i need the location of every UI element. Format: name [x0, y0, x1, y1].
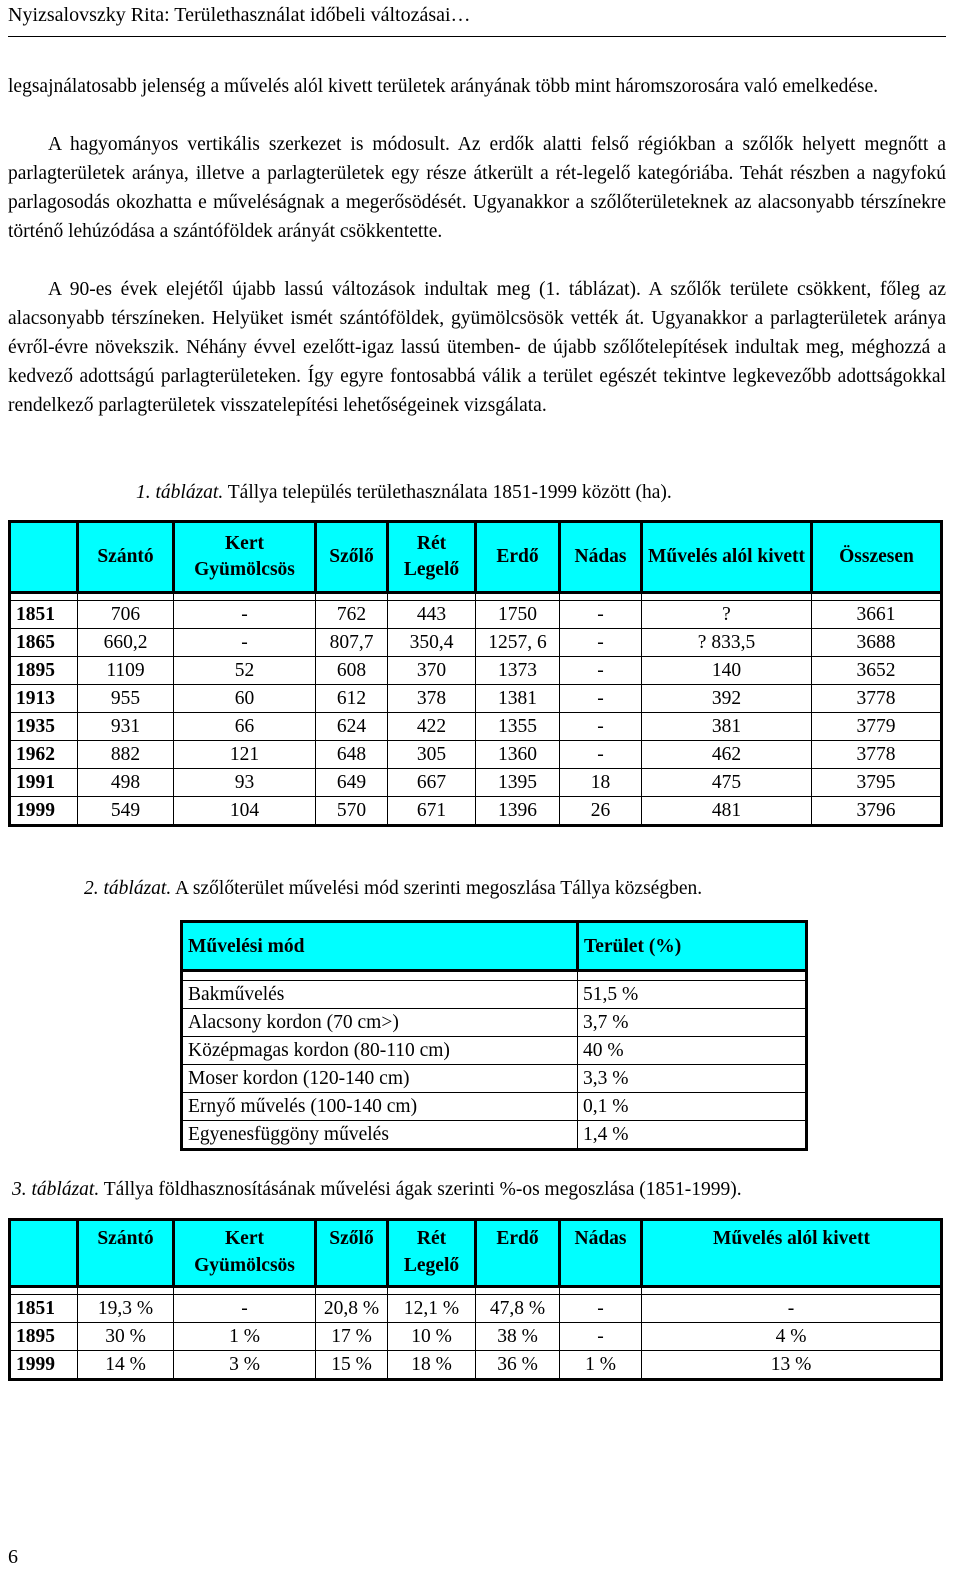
table1-caption-label: 1. táblázat.	[136, 482, 224, 503]
table-cell: 475	[642, 769, 812, 797]
row-year-cell: 1935	[10, 713, 78, 741]
table-row	[10, 769, 942, 797]
table-row	[10, 685, 942, 713]
table-cell: 378	[388, 685, 476, 713]
table1-caption-text: Tállya település területhasználata 1851-1999 között (ha).	[227, 482, 672, 503]
table1-header-row	[10, 522, 942, 593]
table-cell: -	[560, 713, 642, 741]
table-cell: 305	[388, 741, 476, 769]
table-cell: ? 833,5	[642, 629, 812, 657]
table3-header-cell: Nádas	[560, 1220, 642, 1287]
table-cell: 17 %	[316, 1323, 388, 1351]
training-method-cell: Középmagas kordon (80-110 cm)	[182, 1037, 578, 1065]
table-cell: 121	[174, 741, 316, 769]
table-cell: 13 %	[642, 1351, 942, 1380]
table-cell: -	[560, 629, 642, 657]
table-cell: 47,8 %	[476, 1295, 560, 1323]
header-divider	[8, 36, 946, 37]
page-number: 6	[8, 1546, 18, 1568]
table3-caption	[12, 1177, 742, 1203]
table-cell: 12,1 %	[388, 1295, 476, 1323]
row-year-cell: 1962	[10, 741, 78, 769]
area-percent-cell: 3,7 %	[578, 1009, 807, 1037]
table-row	[10, 713, 942, 741]
table-cell: 1750	[476, 601, 560, 629]
table-cell: 3796	[812, 797, 942, 826]
table-cell: 15 %	[316, 1351, 388, 1380]
table-row	[10, 601, 942, 629]
table-row	[182, 981, 807, 1009]
row-year-cell: 1865	[10, 629, 78, 657]
table1-header-cell: Nádas	[560, 522, 642, 593]
land-use-percent-table	[8, 1218, 943, 1381]
table-cell: 649	[316, 769, 388, 797]
table-cell: 660,2	[78, 629, 174, 657]
table-row	[10, 1351, 942, 1380]
paragraph-2: A hagyományos vertikális szerkezet is módosult. Az erdők alatti felső régiókban a szőlők helyett megnőtt a parlagterületek aránya, illetve a parlagterületek egy része átkerült a rét-legelő kategóriába. Tehát részben a nagyfokú parlagosodás okozhatta e műveléságnak a megerősödését. Ugyanakkor a szőlőterületeknek az alacsonyabb térszínekre történő lehúzódása a szántóföldek arányát csökkentette.	[8, 134, 946, 242]
table-cell: 1360	[476, 741, 560, 769]
row-year-cell: 1913	[10, 685, 78, 713]
running-header: Nyizsalovszky Rita: Területhasználat időbeli változásai…	[8, 4, 471, 26]
table3-header-cell: Szántó	[78, 1220, 174, 1287]
paragraph-1: legsajnálatosabb jelenség a művelés alól kivett területek arányának több mint háromszorosára való emelkedése.	[8, 76, 879, 97]
table1-header-cell: Erdő	[476, 522, 560, 593]
table-cell: 140	[642, 657, 812, 685]
table-cell: -	[560, 1295, 642, 1323]
training-method-cell: Alacsony kordon (70 cm>)	[182, 1009, 578, 1037]
table3-header-cell: Rét Legelő	[388, 1220, 476, 1287]
table-row	[10, 797, 942, 826]
table-cell: 3779	[812, 713, 942, 741]
table2-header-row	[182, 922, 807, 971]
table1-header-cell: Művelés alól kivett	[642, 522, 812, 593]
table-cell: 14 %	[78, 1351, 174, 1380]
table-row	[182, 1037, 807, 1065]
table-cell: 762	[316, 601, 388, 629]
table-cell: 1395	[476, 769, 560, 797]
table-cell: 462	[642, 741, 812, 769]
table1-header-cell: Összesen	[812, 522, 942, 593]
table-cell: 3652	[812, 657, 942, 685]
table1-header-cell: Kert Gyümölcsös	[174, 522, 316, 593]
table-cell: 26	[560, 797, 642, 826]
row-year-cell: 1895	[10, 657, 78, 685]
paragraph-3: A 90-es évek elejétől újabb lassú változások indultak meg (1. táblázat). A szőlők területe csökkent, főleg az alacsonyabb térszíneken. Helyüket ismét szántóföldek, gyümölcsösök vették át. Ugyanakkor a parlagterületek aránya évről-évre növekszik. Néhány évvel ezelőtt-igaz lassú ütemben- de újabb szőlőtelepítések indultak meg, méghozzá a kedvező adottságú parlagterületeken. Így egyre fontosabbá válik a terület egészét tekintve legkevezőbb adottságokkal rendelkező parlagterületek visszatelepítési lehetőségeinek vizsgálata.	[8, 279, 946, 416]
training-method-cell: Bakművelés	[182, 981, 578, 1009]
table-cell: 955	[78, 685, 174, 713]
table1-caption	[136, 480, 672, 506]
table-cell: 481	[642, 797, 812, 826]
table2-caption	[84, 876, 702, 902]
table1-header-cell: Szántó	[78, 522, 174, 593]
table-cell: 807,7	[316, 629, 388, 657]
table-cell: 19,3 %	[78, 1295, 174, 1323]
table-cell: 30 %	[78, 1323, 174, 1351]
table-cell: ?	[642, 601, 812, 629]
table-cell: 671	[388, 797, 476, 826]
table-cell: 3778	[812, 685, 942, 713]
table-row	[182, 1065, 807, 1093]
table-cell: 66	[174, 713, 316, 741]
vine-training-table	[180, 920, 808, 1151]
table3-caption-label: 3. táblázat.	[12, 1179, 100, 1200]
table-cell: 381	[642, 713, 812, 741]
table2-header-cell: Művelési mód	[182, 922, 578, 971]
table3-header-cell	[10, 1220, 78, 1287]
row-year-cell: 1851	[10, 1295, 78, 1323]
table-row	[10, 629, 942, 657]
table-cell: 1 %	[560, 1351, 642, 1380]
area-percent-cell: 0,1 %	[578, 1093, 807, 1121]
table-cell: 3795	[812, 769, 942, 797]
table-cell: 52	[174, 657, 316, 685]
table-cell: -	[642, 1295, 942, 1323]
table-row	[182, 1009, 807, 1037]
table3-header-cell: Művelés alól kivett	[642, 1220, 942, 1287]
table-cell: -	[560, 741, 642, 769]
table-row	[182, 1121, 807, 1150]
training-method-cell: Ernyő művelés (100-140 cm)	[182, 1093, 578, 1121]
table3-header-cell: Szőlő	[316, 1220, 388, 1287]
row-year-cell: 1999	[10, 797, 78, 826]
table1-header-cell	[10, 522, 78, 593]
table-cell: 1355	[476, 713, 560, 741]
table-cell: -	[560, 1323, 642, 1351]
table-row	[182, 1093, 807, 1121]
table-cell: 612	[316, 685, 388, 713]
table-row	[10, 1323, 942, 1351]
table-cell: 1381	[476, 685, 560, 713]
table-cell: 498	[78, 769, 174, 797]
training-method-cell: Moser kordon (120-140 cm)	[182, 1065, 578, 1093]
table-cell: 18	[560, 769, 642, 797]
table-cell: 648	[316, 741, 388, 769]
table-cell: 3688	[812, 629, 942, 657]
row-year-cell: 1991	[10, 769, 78, 797]
area-percent-cell: 3,3 %	[578, 1065, 807, 1093]
table-cell: 1257, 6	[476, 629, 560, 657]
table2-caption-label: 2. táblázat.	[84, 878, 172, 899]
table-cell: 392	[642, 685, 812, 713]
table3-caption-text: Tállya földhasznosításának művelési ágak szerinti %-os megoszlása (1851-1999).	[103, 1179, 742, 1200]
table-cell: 422	[388, 713, 476, 741]
table-cell: 93	[174, 769, 316, 797]
table3-header-row	[10, 1220, 942, 1287]
table-cell: 1396	[476, 797, 560, 826]
table-cell: 60	[174, 685, 316, 713]
area-percent-cell: 51,5 %	[578, 981, 807, 1009]
table-cell: 706	[78, 601, 174, 629]
table-cell: 3 %	[174, 1351, 316, 1380]
table3-header-cell: Kert Gyümölcsös	[174, 1220, 316, 1287]
table-row	[10, 741, 942, 769]
table-cell: -	[560, 657, 642, 685]
table1-header-cell: Rét Legelő	[388, 522, 476, 593]
table3-header-cell: Erdő	[476, 1220, 560, 1287]
table-row	[10, 657, 942, 685]
table-cell: 38 %	[476, 1323, 560, 1351]
table-cell: 931	[78, 713, 174, 741]
table-cell: 1 %	[174, 1323, 316, 1351]
row-year-cell: 1999	[10, 1351, 78, 1380]
table-cell: 1109	[78, 657, 174, 685]
row-year-cell: 1851	[10, 601, 78, 629]
table-cell: 608	[316, 657, 388, 685]
table-cell: 624	[316, 713, 388, 741]
row-year-cell: 1895	[10, 1323, 78, 1351]
area-percent-cell: 40 %	[578, 1037, 807, 1065]
table-cell: 443	[388, 601, 476, 629]
table-cell: 667	[388, 769, 476, 797]
table-cell: -	[174, 1295, 316, 1323]
table2-header-cell: Terület (%)	[578, 922, 807, 971]
table2-caption-text: A szőlőterület művelési mód szerinti megoszlása Tállya községben.	[175, 878, 703, 899]
table-row	[10, 1295, 942, 1323]
table-cell: 3778	[812, 741, 942, 769]
table-cell: 18 %	[388, 1351, 476, 1380]
table-cell: 882	[78, 741, 174, 769]
table1-header-cell: Szőlő	[316, 522, 388, 593]
table-cell: 1373	[476, 657, 560, 685]
table-cell: -	[174, 629, 316, 657]
table-cell: -	[174, 601, 316, 629]
table-cell: 10 %	[388, 1323, 476, 1351]
table-cell: 104	[174, 797, 316, 826]
table-cell: 4 %	[642, 1323, 942, 1351]
training-method-cell: Egyenesfüggöny művelés	[182, 1121, 578, 1150]
table-cell: 20,8 %	[316, 1295, 388, 1323]
table-cell: 36 %	[476, 1351, 560, 1380]
land-use-table	[8, 520, 943, 827]
table-cell: 350,4	[388, 629, 476, 657]
table-cell: 570	[316, 797, 388, 826]
table-cell: -	[560, 601, 642, 629]
table-cell: 370	[388, 657, 476, 685]
table-cell: -	[560, 685, 642, 713]
table-cell: 3661	[812, 601, 942, 629]
table-cell: 549	[78, 797, 174, 826]
area-percent-cell: 1,4 %	[578, 1121, 807, 1150]
